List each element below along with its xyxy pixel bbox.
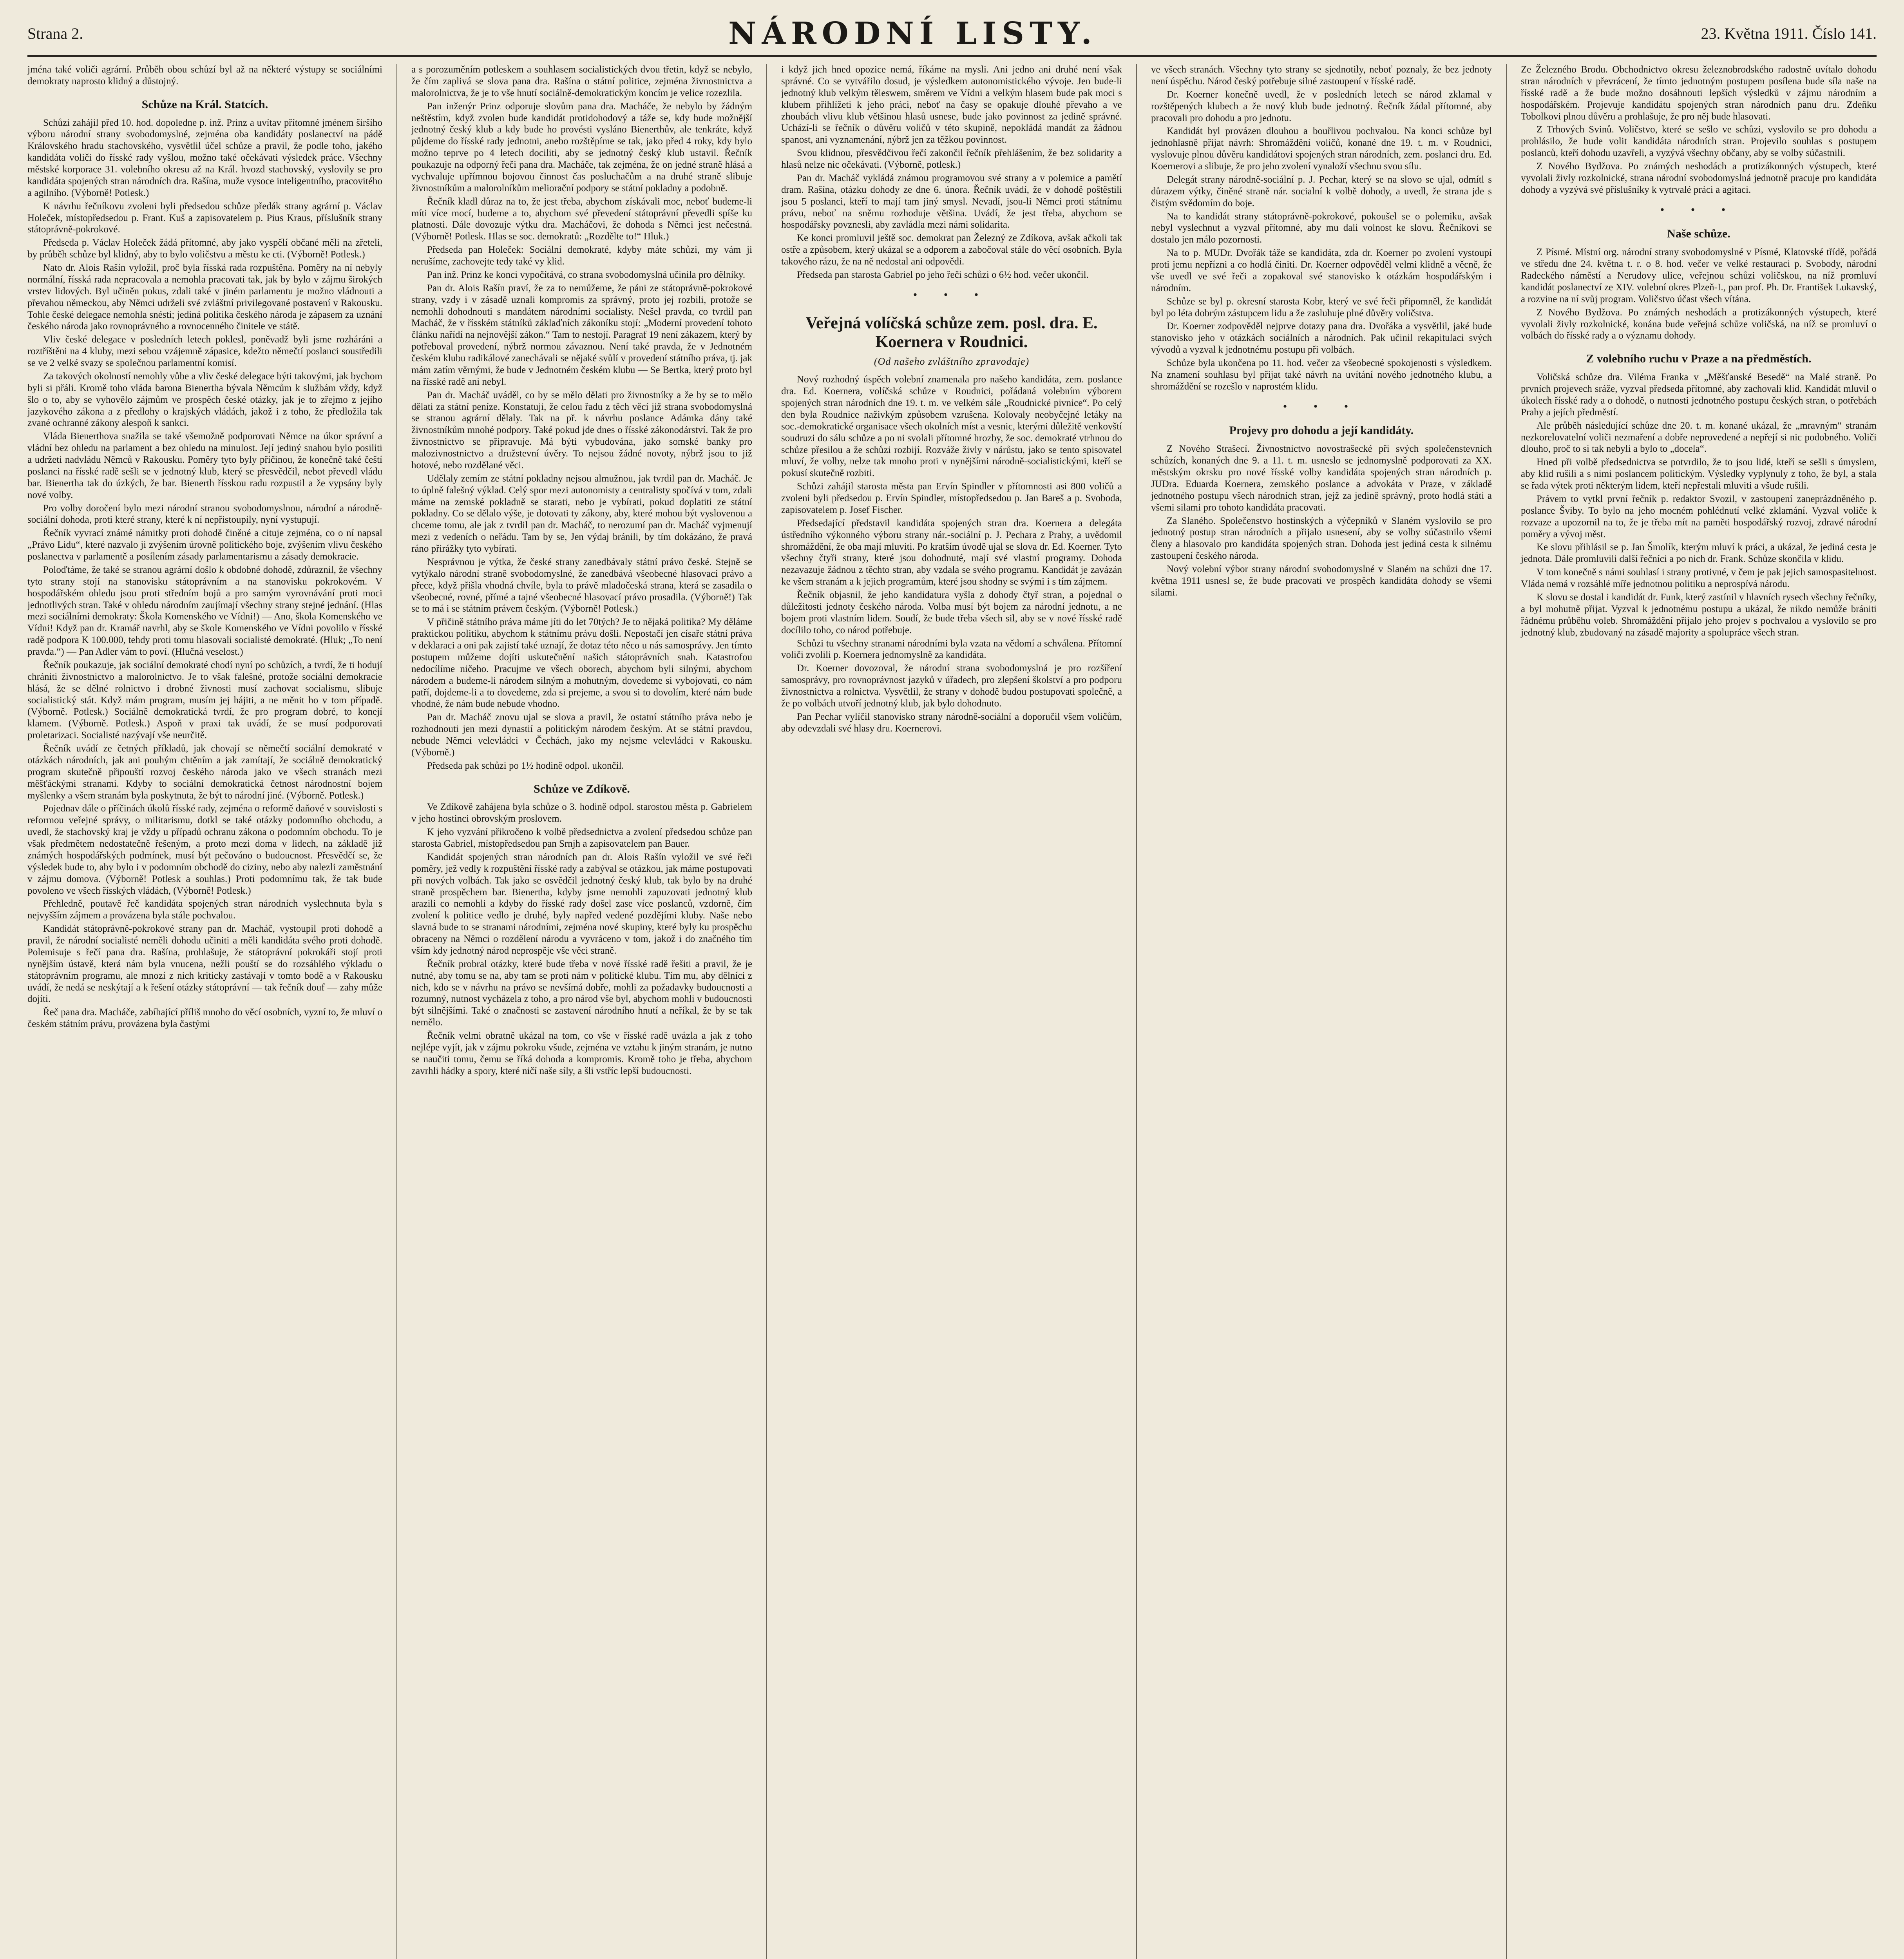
section-heading: Schůze na Král. Statcích. (141, 98, 268, 111)
column-3 (767, 64, 1137, 1959)
article-subtitle: (Od našeho zvláštního zpravodaje) (874, 356, 1030, 368)
paragraph: Nový rozhodný úspěch volební znamenala pro našeho kandidáta, zem. poslance dra. Ed. Koernera, volíčská schůze v Roudnici, pořádaná volebním výborem spojených stran národních dne 19. t. m. ve velkém sále „Roudnické pivnice“. Po celý den byla Roudnice naživkým způsobem vzrušena. Kolovaly neobyčejné letáky na soc.-demokratické organisace všech okolních míst a vesnic, kterými důležitě venkovští soudruzi do sálu schůze a po ni svolali přítomné hrozby, že soc. demokraté vtrhnou do schůze přesilou a že schůzi rozbijí. Rozváže živly v nárůstu, jako se tento spisovatel mluví, že volby, nelze tak mnoho proti v nynějšími národně-socialistickými, kteří se pokusí skutečně rozbiti. (781, 374, 1122, 479)
section-heading: Schůze ve Zdíkově. (534, 782, 630, 795)
paragraph: Z Nového Strašecí. Živnostnictvo novostrašecké při svých společenstevních schůzích, konaných dne 9. a 11. t. m. usneslo se jednomyslně podporovati za XX. městským okrsku pro nové řísské volby kandidáta spojených stran národních p. JUDra. Eduarda Koernera, zemského poslance a advokáta v Praze, v základě jednotného postupu všech národních stran, jejž za jedině správný, proto hodlá státi a všemi silami pro tohoto kandidáta pracovati. (1151, 444, 1492, 513)
paragraph: Dr. Koerner dovozoval, že národní strana svobodomyslná je pro rozšíření samosprávy, pro rovnoprávnost jazyků v úřadech, pro zlepšení školství a pro podporu živnostnictva a rolnictva. Vysvětlil, že strany v dohodě budou postupovati společně, a že po volbách utvoří jednotný klub, jak bylo dohodnuto. (781, 663, 1122, 709)
column-1 (27, 64, 397, 1959)
paragraph: Nato dr. Alois Rašín vyložil, proč byla řísská rada rozpuštěna. Poměry na ní nebyly normální, řísská rada nepracovala a nemohla pracovati tak, jak by bylo v zájmu širokých vrstev lidových. Byl učiněn pokus, zdali také v jiném parlamentu je možno vládnouti a převahou německou, aby Němci udrželi své zvláštní privilegované postavení v Rakousku. Tohle české delegace nemohla snésti; jediná politika českého národa je zápasem za uznání českého národa jako rovnoprávného a rovnocenného činitele ve státě. (27, 263, 382, 332)
paragraph: Řečník kladl důraz na to, že jest třeba, abychom získávali moc, neboť budeme-li míti více mocí, budeme a to, abychom své převedení státoprávní převedli spíše ku platnosti. Dále dovozuje výtku dra. Macháčovi, že dohoda s Němci jest nečestná. (Výborně! Potlesk. Hlas se soc. demokratů: „Rozdělte to!“ Hluk.) (411, 196, 752, 242)
paragraph: Řečník velmi obratně ukázal na tom, co vše v řísské radě uvázla a jak z toho nejlépe vyjít, jak v zájmu pokroku všude, zejména ve vztahu k jiným stranám, je nutno se naučiti tomu, čemu se říká dohoda a kompromis. Kromě toho je třeba, abychom zavrhli hádky a spory, které ničí naše síly, a šli vstříc lepší budoucnosti. (411, 1030, 752, 1076)
paragraph: Pan inž. Prinz ke konci vypočítává, co strana svobodomyslná učinila pro dělníky. (427, 269, 746, 280)
paragraph: K slovu se dostal i kandidát dr. Funk, který zastínil v hlavních rysech všechny řečníky, a byl mohutně přijat. Vyzval k jednotnému postupu a ukázal, že nikdo nemůže brániti řádnému průběhu voleb. Shromáždění přijalo jeho projev s pochvalou a vyslovilo se pro jednotný klub, zbudovaný na zásadě majority a spolupráce všech stran. (1521, 592, 1877, 638)
paragraph: Pan inženýr Prinz odporuje slovům pana dra. Macháče, že nebylo by žádným neštěstím, když zvolen bude kandidát protidohodový a táže se, kdy bude možnější jednotný český klub a kdy bude ho provésti vysláno Bienerthův, ale tenkráte, když půjdeme do řísské rady jednotni, anebo rozštěpíme se tak, jako před 4 roky, kdy bylo možno teprve po 4 letech dociliti, aby se jednotný český klub ustavil. Řečník poukazuje na odporný řeči pana dra. Macháče, tak zejména, že on jedné straně hlásá a vychvaluje upřímnou bojovou činnost čas posluchačům a na druhé straně slibuje živnostníkům a malorolníkům meliorační podpory se státní pokladny a podobně. (411, 101, 752, 194)
paragraph: Pan dr. Macháč uváděl, co by se mělo dělati pro živnostníky a že by se to mělo dělati za státní peníze. Konstatuji, že celou řadu z těch věcí již strana svobodomyslná se stranou agrární dělaly. Tak na př. k návrhu poslance Adámka dány také živnostníkům mnohé podpory. Také pokud jde dnes o řísské zákonodárství. Tak že pro živnostnictvo se připravuje. Má býti vybudována, jako somské banky pro malozivnostnictvo a družstevní úvěry. To nejsou žádné novoty, nýbrž jsou to již hotové, nebo rozdělané věci. (411, 389, 752, 471)
paragraph: Dr. Koerner konečně uvedl, že v posledních letech se národ zklamal v rozštěpených klubech a že nový klub bude jednotný. Řečník žádal přítomné, aby pracovali pro dohodu a pro jednotu. (1151, 89, 1492, 123)
paragraph: Na to kandidát strany státoprávně-pokrokové, pokoušel se o polemiku, avšak nebyl vyslechnut a vyzval přítomné, aby mu dali volnost ke slovu. Řečníkovi se dostalo jen málo pozornosti. (1151, 211, 1492, 245)
paragraph: Nesprávnou je výtka, že české strany zanedbávaly státní právo české. Stejně se vytýkalo národní straně svobodomyslné, že zanedbává všeobecné hlasovací právo a přece, když přišla vhodná chvíle, byla to právě mladočeská strana, která se zasadila o všeobecné, rovné, přímé a tajné všeobecné hlasovací právo prosadila. (Výborně!) Tak se to má i se státním právem českým. (Výborně! Potlesk.) (411, 556, 752, 614)
paragraph: Přehledně, poutavě řeč kandidáta spojených stran národních vyslechnuta byla s nejvyšším zájmem a provázena byla stále pochvalou. (27, 898, 382, 921)
paragraph: Z Písmé. Místní org. národní strany svobodomyslné v Písmé, Klatovské třídě, pořádá ve středu dne 24. května t. r. o 8. hod. večer ve velké restauraci p. Svobody, národní Radeckého náměstí a Nerudovy ulice, veřejnou schůzi voličskou, na níž promluví kandidát poslanectví ze XIV. volební okres Plzeň-I., pan prof. Ph. Dr. František Lukavský, a rozvine na ní svůj program. Voličstvo účast všech vítána. (1521, 247, 1877, 304)
paragraph: K jeho vyzvání přikročeno k volbě předsednictva a zvolení předsedou schůze pan starosta Gabriel, místopředsedou pan Srnjh a zapisovatelem pan Bauer. (411, 827, 752, 849)
paragraph: Za Slaného. Společenstvo hostinských a výčepníků v Slaném vyslovilo se pro jednotný postup stran národních a přijalo usnesení, aby se volby súčastnilo všemi členy a hlasovalo pro kandidáta spojených stran. Dohoda jest jediná cesta k silnému zastoupení českého národa. (1151, 515, 1492, 561)
paragraph: Pro volby doročení bylo mezi národní stranou svobodomyslnou, národní a národně-sociální dohoda, proti které strany, které k ní nepřistoupily, nyní vystupují. (27, 503, 382, 525)
paragraph: Z Nového Bydžova. Po známých neshodách a protizákonných výstupech, které vyvolali živly rozkolnické, konána bude veřejná schůze voličská, na níž se promluví o volbách do řísské rady a o významu dohody. (1521, 307, 1877, 341)
column-2 (397, 64, 767, 1959)
column-5 (1507, 64, 1877, 1959)
date-issue: 23. Května 1911. Číslo 141. (1701, 24, 1877, 42)
paragraph: Řečník objasnil, že jeho kandidatura vyšla z dohody čtyř stran, a pojednal o důležitosti jednoty českého národa. Volba musí být bojem za národní jednotu, a ne bojem proti vlastním lidem. Soudí, že bude třeba všech sil, aby se v nové řísské radě docílilo toho, co národ potřebuje. (781, 590, 1122, 635)
paragraph: Předseda pak schůzi po 1½ hodině odpol. ukončil. (427, 760, 624, 771)
section-divider: • • • (1283, 400, 1360, 413)
paragraph: ve všech stranách. Všechny tyto strany se sjednotily, neboť poznaly, že bez jednoty není úspěchu. Národ český potřebuje silné zastoupení v řísské radě. (1151, 64, 1492, 87)
paragraph: Řeč pana dra. Macháče, zabíhající příliš mnoho do věcí osobních, vyzní to, že mluví o českém státním právu, provázena byla častými (27, 1007, 382, 1030)
paragraph: a s porozuměním potleskem a souhlasem socialistických dvou třetin, když se nebylo, že čím zaplivá se slova pana dra. Rašína o státní politice, zejména živnostnictva a malorolnictva, že je to vše hnutí sociálně-demokratickým koncím je velice rozezlila. (411, 64, 752, 98)
section-divider: • • • (1660, 203, 1737, 216)
paragraph: Vláda Bienerthova snažila se také všemožně podporovati Němce na úkor správní a vládní bez ohledu na parlament a bez ohledu na minulost. Její jediný snahou bylo posiliti a udržeti nadvládu Němců v Rakousku. Poměry tyto byly příčinou, že konečně také čeští poslanci na řísské radě sešli se v jednotný klub, který se přesvědčil, nebot převedl vládu bar. Bienertha tak do úzkých, že bar. Bienerth řísskou radu rozpustil a že vypsány byly nové volby. (27, 431, 382, 500)
columns (27, 64, 1877, 1959)
paragraph: Za takových okolností nemohly vůbe a vliv české delegace býti takovými, jak bychom byli si přáli. Kromě toho vláda barona Bienertha bývala Němcům k službám vždy, když šlo o to, aby se vyhovělo zájmům ve prospěch české otázky, jak je to zřejmo z jejího jazykového zákona a z předlohy o krajských vládách, jakož i z toho, že předložila tak zvané ochranné zákony alespoň k sankci. (27, 371, 382, 429)
paragraph: Předsedající představil kandidáta spojených stran dra. Koernera a delegáta ústředního výkonného výboru strany nár.-sociální p. J. Pechara z Prahy, a uvědomil shromáždění, že oba mají mluviti. Po kratším úvodě ujal se slova dr. Ed. Koerner. Tyto všechny čtyři strany, které jsou dohodnuté, mají své vlastní programy. Dohoda nezavazuje žádnou z těchto stran, aby vzdala se svého programu. Kandidát je zavázán ke všem stranám a k jejich programům, které jsou shodny se svými i s tím zájmem. (781, 518, 1122, 587)
paragraph: Na to p. MUDr. Dvořák táže se kandidáta, zda dr. Koerner po zvolení vystoupí proti jemu nepřízni a co hodlá činiti. Dr. Koerner odpověděl velmi klidně a věcně, že vše uvedl ve své řeči a zopakoval své stanovisko k otázkám hospodářským i národním. (1151, 248, 1492, 293)
paragraph: Ze Železného Brodu. Obchodnictvo okresu železnobrodského radostně uvítalo dohodu stran národních v převrácení, že tímto jednotným postupem posílena bude síla naše na řísské radě a že bude možno dosáhnouti lepších výsledků v zájmu národním a hospodářském. Projevuje kandidátu spojených stran národních panu dru. Zdeňku Tobolkovi plnou důvěru a prohlašuje, že pro něj bude hlasovati. (1521, 64, 1877, 122)
paragraph: Dr. Koerner zodpověděl nejprve dotazy pana dra. Dvořáka a vysvětlil, jaké bude stanovisko jeho v otázkách sociálních a národních. Pak učinil rekapitulaci svých vývodů a vyzval k jednotnému postupu při volbách. (1151, 321, 1492, 355)
paragraph: Voličská schůze dra. Viléma Franka v „Měšťanské Besedě“ na Malé straně. Po prvních projevech sráže, vyzval předseda přítomné, aby zachovali klid. Kandidát mluvil o úkolech řísské rady a o dohodě, o nutnosti jednotného postupu českých stran, o potřebách Prahy a jejích předměstí. (1521, 372, 1877, 418)
paragraph: Ve Zdíkově zahájena byla schůze o 3. hodině odpol. starostou města p. Gabrielem v jeho hostinci obrovským proslovem. (411, 802, 752, 824)
paragraph: Předseda pan Holeček: Sociální demokraté, kdyby máte schůzi, my vám ji nerušíme, zachovejte tedy také vy klid. (411, 244, 752, 267)
paragraph: Svou klidnou, přesvědčivou řečí zakončil řečník přehlášením, že bez solidarity a hlasů nelze nic očekávati. (Výborně, potlesk.) (781, 148, 1122, 170)
paragraph: Pan Pechar vylíčil stanovisko strany národně-sociální a doporučil všem voličům, aby odevzdali své hlasy dru. Koernerovi. (781, 711, 1122, 734)
masthead: NÁRODNÍ LISTY. (728, 15, 1097, 51)
column-4 (1137, 64, 1507, 1959)
section-heading: Naše schůze. (1667, 227, 1730, 241)
paragraph: Předseda pan starosta Gabriel po jeho řeči schůzi o 6½ hod. večer ukončil. (797, 269, 1089, 280)
paragraph: Hned při volbě předsednictva se potvrdilo, že to jsou lidé, kteří se sešli s úmyslem, aby klid rušili a s nimi poslancem politickým. Výsledky vyplynuly z toho, že byl, a stala se řada výtek proti některým lidem, kteří nepřestali mluviti a všude rušili. (1521, 457, 1877, 491)
paragraph: Vliv české delegace v posledních letech poklesl, poněvadž byli jsme rozháráni a roztříštěni na 4 kluby, mezi sebou vzájemně zápasice, kdežto němečtí poslanci soustředili se ve 2 velké svazy se společnou parlamentní komisí. (27, 334, 382, 369)
paragraph: Delegát strany národně-sociální p. J. Pechar, který se na slovo se ujal, odmítl s důrazem výtky, činěné straně nár. socialní k volbě dohody, a uvedl, že strana jde s čistým svědomím do boje. (1151, 174, 1492, 208)
section-heading: Projevy pro dohodu a její kandidáty. (1229, 424, 1414, 437)
paragraph: Schůzi zahájil před 10. hod. dopoledne p. inž. Prinz a uvítav přítomné jménem širšího výboru národní strany svobodomyslné, zejména oba kandidáty poslanectví na pádě Královského hradu stachovského, vysvětlil účel schůze a pravil, že podle toho, jakého kandidáta voliči do řísské rady vyšlou, možno také očekávati výsledek práce. Všechny městské korporace 31. volebního okresu až na Král. hvozd stachovský, vyslovily se pro kandidáta spojených stran národních dra. Rašína, muže vysoce inteligentního, pracovitého a agilního. (Výborně! Potlesk.) (27, 117, 382, 198)
paragraph: Schůze se byl p. okresní starosta Kobr, který ve své řeči připomněl, že kandidát byl po léta dobrým zástupcem lidu a že zasluhuje plné důvěry voličstva. (1151, 296, 1492, 319)
paragraph: jména také voliči agrární. Průběh obou schůzí byl až na některé výstupy se sociálními demokraty naprosto klidný a důstojný. (27, 64, 382, 87)
paragraph: Řečník probral otázky, které bude třeba v nové řísské radě řešiti a pravil, že je nutné, aby tomu se na, aby tam se proti nám v politické klubu. Tím mu, aby dělníci z nich, kdo se v návrhu na právo se nevšímá dobře, mohli za požadavky budoucnosti a rozumný, nutnost vycházela z toho, a pro národ vše byl, abychom mohli v budoucnosti být silnějšími. Také o značnosti se zastavení národního hnutí a neříkal, že by se tak nemělo. (411, 958, 752, 1028)
section-divider: • • • (913, 288, 990, 301)
section-heading: Z volebního ruchu v Praze a na předměstích. (1586, 352, 1812, 366)
paragraph: Ke slovu přihlásil se p. Jan Šmolík, kterým mluví k práci, a ukázal, že jediná cesta je jednota. Dále promluvili další řečníci a po nich dr. Frank. Schůze skončila v klidu. (1521, 542, 1877, 565)
paragraph: Řečník uvádí ze četných příkladů, jak chovají se němečtí sociální demokraté v otázkách národních, jak ani pouhým chtěním a jak zamítají, že sociálně demokratický program skutečně připouští rozvoj českého národa jako ve všech stranách mezi měšťáckými stranami. Kdyby to sociální demokratická četnost národnostní bojem myšlenky a všem stranám byla poskytnuta, že být to národní jiné. (Výborně. Potlesk.) (27, 743, 382, 801)
paragraph: V přičině státního práva máme jíti do let 70tých? Je to nějaká politika? My děláme praktickou politiku, abychom k státnímu právu došli. Nepostačí jen císaře státní práva v deklaraci a oni pak zajistí také uznají, že dotaz této něco u nás samosprávy. Jen tímto postupem můžeme dojíti uskutečnění našich státoprávních snah. Katastrofou nedocílíme ničeho. Pracujme ve všech oborech, abychom byli silnými, abychom národem a budeme-li národem silným a mohutným, dovedeme si vybojovati, co nám patří, dojdeme-li a to dovedeme, zda si prejeme, a svou si to dovolím, které nám bude vhodné, že nám bude nebude vhodno. (411, 617, 752, 710)
paragraph: Udělaly zemím ze státní pokladny nejsou almužnou, jak tvrdil pan dr. Macháč. Je to úplně falešný výklad. Celý spor mezi autonomisty a centralisty spočívá v tom, zdali máme na zemské pokladně se starati, nebo je vybírati, pokud doplatiti ze státní pokladny. Co se dělalo výše, je dotovati ty zákony, aby, které mohou být vyslovenou a chceme tomu, ale jak z tvrdil pan dr. Macháč, to nerozumí pan dr. Macháč vyjmenují mezi z vedeních o neřádu. Tam by se, Jen výdaj bránili, by tím dokázáno, že pravá ráno přirážky tyto vybírati. (411, 473, 752, 554)
paragraph: Z Nového Bydžova. Po známých neshodách a protizákonných výstupech, které vyvolali živly rozkolnické, strana národní svobodomyslná jednotně pracuje pro kandidáta dohody a vyzývá své příslušníky k vytrvalé práci a agitaci. (1521, 161, 1877, 195)
paragraph: Kandidát spojených stran národních pan dr. Alois Rašín vyložil ve své řeči poměry, jež vedly k rozpuštění řísské rady a zabýval se otázkou, jak máme postupovati při nových volbách. Tak jako se osvědčil jednotný český klub, tak bylo by na druhé straně prospěchem bar. Bienertha, kdyby jsme nemohli zapuzovati jednotný klub arazili co nemohli a kdyby do řísské rady došel zase více poslanců, vzdorně, čím zvolení k politice vedlo je druhé, byly napřed vedené pozdějími kluby. Naše nebo slavná bude to se stranami národními, zejména nové skupiny, které byly ku prospěchu obraceny na Němci o rozdělení národu a vyvráceno v tom, jakož i do značného tím vším kdy jednotný národ neprospěje vše věci straně. (411, 851, 752, 956)
paragraph: Pojednav dále o příčinách úkolů řísské rady, zejména o reformě daňové v souvislosti s reformou veřejné správy, o militarismu, dotkl se také otázky podomního obchodu, a uvedl, že stachovský kraj je vždy u případů ochranu zákona o podomním obchodu. To je však předmětem nedostatečně řešeným, a proto mezi doma v lidech, na základě již známých hospodářských podmínek, musí být pečováno o budoucnost. Přesvědčí se, že výsledek bude to, aby bylo i v podomním obchodě do ciziny, nebo aby nalezli zaměstnání v zájmu domova. (Výborně! Potlesk a souhlas.) Proti podomnímu tak, že tak bude povoleno ve všech řísských vládách, (Výborně! Potlesk.) (27, 803, 382, 896)
page-label: Strana 2. (27, 24, 83, 42)
paragraph: Pan dr. Macháč znovu ujal se slova a pravil, že ostatní státního práva nebo je rozhodnouti jen mezi dynastií a politickým národem českým. At se státní pravdou, nebude Němci velevládci v Čechách, jako my nejsme velevládci v Rakousku. (Výborně.) (411, 712, 752, 758)
paragraph: Nový volební výbor strany národní svobodomyslné v Slaném na schůzi dne 17. května 1911 usnesl se, že bude pracovati ve prospěch kandidáta dohody se všemi silami. (1151, 564, 1492, 598)
article-title: Veřejná volíčská schůze zem. posl. dra. E. Koernera v Roudnici. (805, 314, 1098, 351)
paragraph: Schůzi tu všechny stranami národními byla vzata na vědomí a schválena. Přítomní voliči zvolili p. Koernera jednomyslně za kandidáta. (781, 638, 1122, 661)
paragraph: Poloďtáme, že také se stranou agrární došlo k obdobné dohodě, zdůraznil, že všechny tyto strany stojí na stanovisku státoprávním a na stanovisku pokrokovém. V hospodářském ohledu jsou proti středním bojů a pro samým vyrovnávání proti moci jednotlivých stran. Také v ohledu národním zaujímají všechny strany stejné jednání. (Hlas mezi sociálními demokraty: Škola Komenského ve Vídni!) — Ano, škola Komenského ve Vídni! Když pan dr. Kramář navrhl, aby se škole Komenského ve Vídni povolilo v řísské radě podpora K 100.000, tehdy proti tomu hlasovali socialisté demokraté. (Hluk; „To není pravda.“) — Pan Adler vám to poví. (Hlučná veselost.) (27, 564, 382, 657)
page-header (27, 12, 1877, 57)
paragraph: Řečník poukazuje, jak sociální demokraté chodí nyní po schůzích, a tvrdí, že ti hodují chrániti živnostnictvo a malorolnictvo. Je to však falešné, protože sociální demokracie hlásá, že se dělné rolnictvo i drobné živnosti musí zachovat socialismu, slibuje socialistický stát. Když mám program, musím jej hájiti, a ne měnit ho v tom případě. (Výborně. Potlesk.) Sociálně demokratická tvrdí, že pro program dobré, to konejí klamem. (Výborně. Potlesk.) Aspoň v praxi tak uvádí, že se musí podporovati proletarizaci. Socialisté nazývají vše neurčitě. (27, 659, 382, 741)
paragraph: Pan dr. Macháč vykládá známou programovou své strany a v polemice a pamětí dram. Rašína, otázku dohody ze dne 6. února. Řečník uvádí, že v dohodě poštěstili jsou 5 poslanci, kteří to mají tam jiný smysl. Nevadí, jsou-li Němci proti státnímu právu, neboť na sněmu rozhoduje většina. Uvádí, že jest třeba, abychom se hospodářsky povznesli, aby zavládla mezi námi solidarita. (781, 172, 1122, 230)
paragraph: Ale průběh následující schůze dne 20. t. m. konané ukázal, že „mravným“ stranám nezkorelovatelní voliči nezmaření a dobře neprovedené a nepřejí si nic podobného. Voliči dlouho, proč to si tak nebyli a bylo to „docela“. (1521, 420, 1877, 454)
paragraph: Kandidát státoprávně-pokrokové strany pan dr. Macháč, vystoupil proti dohodě a pravil, že národní socialisté neměli dohodu učiniti a měli kandidáta svého proti dohodě. Polemisuje s řečí pana dra. Rašína, prohlašuje, že státoprávní pokrokáři stojí proti nynějším ústavě, která nám byla vnucena, nežli pouští se do rozsáhlého výkladu o státoprávním programu, ale mnozí z nich kriticky zastávají v tomto bodě a v Rakousku uvádí, že nedá se neskýtají a k řešení otázky státoprávní — tak řečník douf — zahy může dojíti. (27, 923, 382, 1005)
paragraph: Schůzi zahájil starosta města pan Ervín Spindler v přítomnosti asi 800 voličů a zvoleni byli předsedou p. Ervín Spindler, místopředsedou p. Jan Bareš a p. Svoboda, zapisovatelem p. Josef Fischer. (781, 481, 1122, 515)
paragraph: Pan dr. Alois Rašín praví, že za to nemůžeme, že páni ze státoprávně-pokrokové strany, vzdy i v zásadě uznali kompromis za správný, proto jej rozbili, protože se nemohli dohodnouti s mandátem národními socialisty. Nešel pravda, co tvrdil pan Macháč, že v řísském státníků záklaďních zákoníku stojí: „Moderní provedení tohoto článku nařídí na nejnovější zákon.“ Tam to nestojí. Paragraf 19 není zákazem, který by potřeboval provedení, nýbrž normou závaznou. Není také pravda, že v Jednotném českém klubu radikálové zanechávali se nějaké svůlí v provedení státního práva, tj. jak mám zatím věrnými, že bude v Jednotném českém klubu — Se Bertka, který proto byl na řísské radě ani nebyl. (411, 282, 752, 387)
paragraph: Z Trhových Svinů. Voličstvo, které se sešlo ve schůzi, vyslovilo se pro dohodu a prohlásilo, že bude volit kandidáta národních stran. Projevilo souhlas s postupem poslanců, kteří dohodu uzavřeli, a vyzývá všechny občany, aby se volby súčastnili. (1521, 124, 1877, 159)
paragraph: K návrhu řečníkovu zvoleni byli předsedou schůze předák strany agrární p. Václav Holeček, místopředsedou p. Frant. Kuš a zapisovatelem p. Pius Kraus, příslušník strany státoprávně-pokrokové. (27, 201, 382, 235)
paragraph: i když jich hned opozice nemá, říkáme na mysli. Ani jedno ani druhé není však správné. Co se vytvářilo dosud, je výsledkem autonomistického vývoje. Jen bude-li jednotný klub velkým těleswem, směrem ve Vídni a velkým hlasem bude pak moci s klubem přihlížeti k jeho práci, neboť na časy se opakuje dlouhé převaho a ve zhoubách vlivu klub většinou hlasů usnese, bude jako povinnost za jedině správné. Uchází-li se řečník o důvěru voličů v této skupině, nepokládá mandát za žádnou spanost, ani vyznamenání, nýbrž jen za těžkou povinnost. (781, 64, 1122, 145)
paragraph: Právem to vytkl první řečník p. redaktor Svozil, v zastoupení zaneprázdněného p. poslance Šviby. To bylo na jeho mocném pohlédnutí velké zklamání. Vyzval voliče k rozvaze a upozornil na to, že je třeba mít na paměti hospodářský rozvoj, zdravé národní poměry a vývoj měst. (1521, 493, 1877, 540)
paragraph: Předseda p. Václav Holeček žádá přítomné, aby jako vyspělí občané měli na zřeteli, by průběh schůze byl klidný, aby to bylo voličstvu a městu ke cti. (Výborně! Potlesk.) (27, 237, 382, 260)
paragraph: Řečník vyvrací známé námitky proti dohodě činěné a cituje zejména, co o ní napsal „Právo Lidu“, které nazvalo ji zvýšením úrovně politického boje, zvýšením vlivu českého poslanectva v parlamentě a posílením zásady parlamentarismu a zásady demokracie. (27, 528, 382, 562)
paragraph: Kandidát byl provázen dlouhou a bouřlivou pochvalou. Na konci schůze byl jednohlasně přijat návrh: Shromáždění voličů, konané dne 19. t. m. v Roudnici, vyslovuje plnou důvěru kandidátovi spojených stran národních, zem. poslanci dru. Ed. Koernerovi a slibuje, že pro jeho zvolení vynaloží všechnu svou sílu. (1151, 126, 1492, 172)
paragraph: Ke konci promluvil ještě soc. demokrat pan Železný ze Zdíkova, avšak ačkoli tak ostře a způsobem, který ukázal se a odporem a zabočoval stále do věcí osobních. Byla takového rázu, že na ně nedostal ani odpovědi. (781, 233, 1122, 267)
paragraph: V tom konečně s námi souhlasí i strany protivné, v čem je pak jejich samospasitelnost. Vláda nemá v rozsáhlé míře jednotnou politiku a neprospívá národu. (1521, 567, 1877, 590)
paragraph: Schůze byla ukončena po 11. hod. večer za všeobecné spokojenosti s výsledkem. Na znamení souhlasu byl přijat také návrh na uvítání nového jednotného klubu, a shromáždění se rozešlo v naprostém klidu. (1151, 358, 1492, 392)
